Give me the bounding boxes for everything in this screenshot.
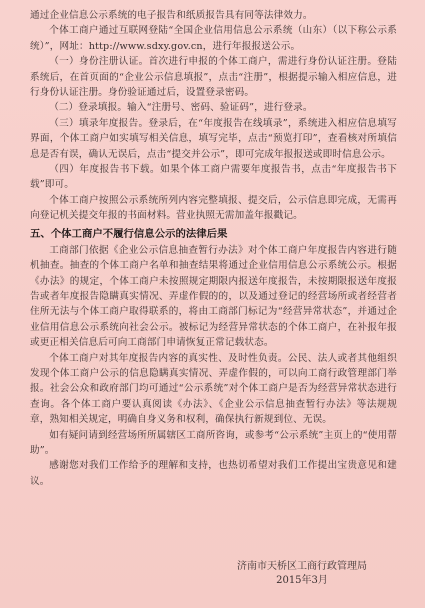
paragraph-step-login: （二）登录填报。输入“注册号、密码、验证码”，进行登录。 [49,102,313,114]
paragraph-system-login: 个体工商户通过互联网登陆“全国企业信用信息公示系统（山东）（以下称公示系统）”，网址：http://www.sdxy.gov.cn，进行年报报送公示。 [30,25,397,52]
paragraph-responsibility: 个体工商户对其年度报告内容的真实性、及时性负责。公民、法人或者其他组织发现个体工商户公示的信息隐瞒真实情况、弄虚作假的，可以向工商行政管理部门举报。社会公众和政府部门均可通过“公示系统”对个体工商户是否为经营异常状态进行查询。各个体工商户要认真阅读《办法》、《企业公示信息抽查暂行办法》等法规规章，熟知相关规定，明确自身义务和权利，确保执行新规到位、无误。 [30,352,397,426]
paragraph-step-download: （四）年度报告书下载。如果个体工商户需要年度报告书，点击“年度报告书下载”即可。 [30,164,397,191]
signature-date: 2015年3月 [276,575,328,586]
paragraph-step-fill-report: （三）填录年度报告。登录后，在“年度报告在线填录”，系统进入相应信息填写界面，个体工商户如实填写相关信息，填写完毕，点击“预览打印”，查看核对所填信息是否有误，确认无误后，点击“提交并公示”，即可完成年报报送或即时信息公示。 [30,117,397,160]
signature-org: 济南市天桥区工商行政管理局 [237,561,367,572]
paragraph-random-check: 工商部门依据《企业公示信息抽查暂行办法》对个体工商户年度报告内容进行随机抽查。抽查的个体工商户名单和抽查结果将通过企业信用信息公示系统公示。根据《办法》的规定，个体工商户未按照规定期限内报送年度报告，未按期限报送年度报告或者年度报告隐瞒真实情况、弄虚作假的的，以及通过登记的经营场所或者经营者住所无法与个体工商户取得联系的，将由工商部门标记为“经营异常状态”，并通过企业信用信息公示系统向社会公示。被标记为经营异常状态的个体工商户，在补报年报或更正相关信息后可向工商部门申请恢复正常记载状态。 [30,244,397,349]
paragraph-step-register: （一）身份注册认证。首次进行申报的个体工商户，需进行身份认证注册。登陆系统后，在首页面的“企业公示信息填报”，点击“注册”，根据提示输入相应信息，进行身份认证注册。身份验证通过后，设置登录密码。 [30,56,397,99]
paragraph-completion: 个体工商户按照公示系统所列内容完整填报、提交后，公示信息即完成，无需再向登记机关提交年报的书面材料。营业执照无需加盖年报戳记。 [30,194,397,222]
paragraph-contact: 如有疑问请到经营场所所属辖区工商所咨询，或参考“公示系统”主页上的“使用帮助”。 [30,429,397,456]
signature-block [237,560,367,588]
paragraph-validity: 通过企业信息公示系统的电子报告和纸质报告具有同等法律效力。 [30,10,313,21]
paragraph-thanks: 感谢您对我们工作给予的理解和支持，也热切希望对我们工作提出宝贵意见和建议。 [30,460,397,487]
section-heading: 五、个体工商户不履行信息公示的法律后果 [30,227,228,240]
